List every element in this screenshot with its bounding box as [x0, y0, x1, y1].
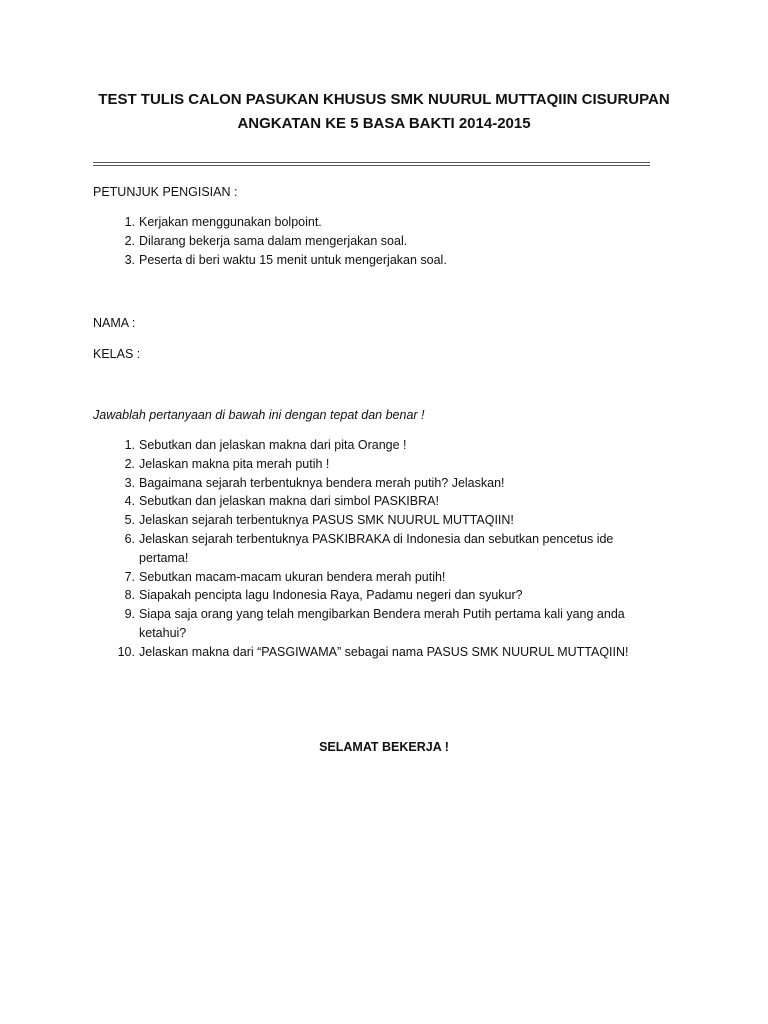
instruction-text: Peserta di beri waktu 15 menit untuk mengerjakan soal.	[139, 252, 447, 267]
question-text: Bagaimana sejarah terbentuknya bendera merah putih? Jelaskan!	[139, 475, 505, 490]
instructions-list	[93, 213, 653, 269]
question-number: 2.	[124, 456, 135, 471]
instruction-text: Kerjakan menggunakan bolpoint.	[139, 215, 322, 229]
question-item	[93, 455, 653, 474]
question-text: Sebutkan dan jelaskan makna dari simbol PASKIBRA!	[139, 494, 439, 509]
question-number: 1.	[124, 438, 135, 452]
question-number: 9.	[124, 607, 135, 622]
question-item	[93, 586, 653, 605]
question-item	[93, 436, 653, 455]
question-number: 7.	[124, 569, 135, 584]
question-item	[93, 474, 653, 493]
class-field-label: KELAS :	[93, 347, 141, 361]
question-text: Sebutkan dan jelaskan makna dari pita Orange !	[139, 438, 407, 452]
questions-heading: Jawablah pertanyaan di bawah ini dengan tepat dan benar !	[93, 408, 425, 422]
instructions-heading: PETUNJUK PENGISIAN :	[93, 185, 238, 199]
question-item	[93, 568, 653, 587]
question-item	[93, 530, 653, 568]
question-text: Siapakah pencipta lagu Indonesia Raya, Padamu negeri dan syukur?	[139, 588, 523, 603]
question-number: 5.	[124, 513, 135, 528]
document-title-line-1: TEST TULIS CALON PASUKAN KHUSUS SMK NUURUL MUTTAQIIN CISURUPAN	[98, 91, 670, 108]
question-item	[93, 511, 653, 530]
closing-message: SELAMAT BEKERJA !	[319, 740, 449, 754]
instruction-item	[93, 213, 653, 232]
question-item	[93, 643, 653, 662]
question-text: Siapa saja orang yang telah mengibarkan Bendera merah Putih pertama kali yang anda ketahui?	[139, 607, 625, 640]
question-text: Jelaskan sejarah terbentuknya PASUS SMK NUURUL MUTTAQIIN!	[139, 513, 514, 528]
question-text: Jelaskan makna dari “PASGIWAMA” sebagai nama PASUS SMK NUURUL MUTTAQIIN!	[139, 644, 629, 659]
question-text: Jelaskan sejarah terbentuknya PASKIBRAKA di Indonesia dan sebutkan pencetus ide pertama!	[139, 531, 614, 565]
name-field-label: NAMA :	[93, 316, 136, 330]
title-divider	[93, 162, 650, 166]
instruction-item	[93, 251, 653, 270]
instruction-number: 3.	[124, 252, 135, 267]
question-number: 3.	[124, 475, 135, 490]
question-number: 6.	[124, 531, 135, 546]
document-title-line-2: ANGKATAN KE 5 BASA BAKTI 2014-2015	[237, 115, 531, 132]
instruction-number: 2.	[124, 233, 135, 248]
question-text: Jelaskan makna pita merah putih !	[139, 456, 330, 471]
instruction-item	[93, 232, 653, 251]
question-text: Sebutkan macam-macam ukuran bendera merah putih!	[139, 569, 446, 584]
instruction-text: Dilarang bekerja sama dalam mengerjakan soal.	[139, 233, 408, 248]
question-item	[93, 492, 653, 511]
question-number: 10.	[117, 644, 135, 659]
instruction-number: 1.	[124, 215, 135, 229]
question-number: 8.	[124, 588, 135, 603]
question-number: 4.	[124, 494, 135, 509]
questions-list	[93, 436, 653, 662]
question-item	[93, 605, 653, 643]
